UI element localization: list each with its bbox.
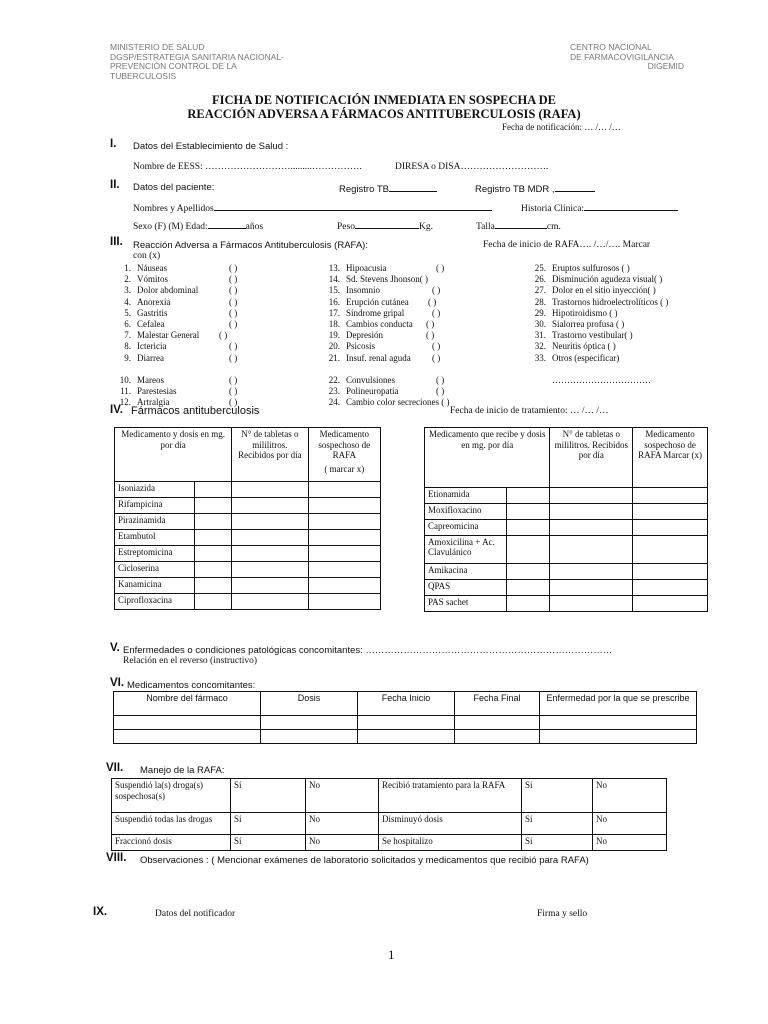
reaction-list-col1 xyxy=(109,263,237,408)
reaction-item[interactable]: 21. Insuf. renal aguda ( ) xyxy=(328,352,441,363)
management-option: Disminuyó dosis xyxy=(379,813,522,835)
quantity-cell[interactable] xyxy=(550,488,633,504)
dose-cell[interactable] xyxy=(506,536,550,564)
drug-name: Pirazinamida xyxy=(115,514,195,530)
suspect-cell[interactable] xyxy=(308,594,380,610)
suspect-cell[interactable] xyxy=(633,536,708,564)
drug-name: Isoniazida xyxy=(115,482,195,498)
quantity-cell[interactable] xyxy=(550,580,633,596)
reaction-item[interactable]: 9. Diarrea ( ) xyxy=(124,352,238,363)
reaction-item[interactable]: 25. Eruptos sulfurosos ( ) xyxy=(534,263,630,273)
suspect-cell[interactable] xyxy=(308,562,380,578)
table1-header-quantity: N° de tabletas o mililitros. Recibidos por día xyxy=(232,428,308,482)
quantity-cell[interactable] xyxy=(550,536,633,564)
concomitant-drugs-table xyxy=(113,691,697,744)
quantity-cell[interactable] xyxy=(232,514,308,530)
quantity-cell[interactable] xyxy=(232,546,308,562)
table-cell[interactable] xyxy=(261,716,358,730)
reaction-item[interactable]: 15. Insomnio ( ) xyxy=(328,285,441,296)
table-cell[interactable] xyxy=(540,716,697,730)
quantity-cell[interactable] xyxy=(550,596,633,612)
header-disease: Enfermedad por la que se prescribe xyxy=(540,692,697,716)
reaction-item[interactable]: 31. Trastorno vestibular( ) xyxy=(534,330,633,341)
reaction-list-col3 xyxy=(524,263,668,386)
suspect-cell[interactable] xyxy=(308,498,380,514)
reaction-item[interactable]: 6. Cefalea ( ) xyxy=(124,318,238,329)
section-iii-number: III. xyxy=(110,236,123,248)
cm-label: cm. xyxy=(546,222,561,232)
historia-line xyxy=(584,201,678,211)
header-left-line: DGSP/ESTRATEGIA SANITARIA NACIONAL- xyxy=(110,51,284,62)
management-option: Se hospitalizo xyxy=(379,835,522,851)
suspect-cell[interactable] xyxy=(308,514,380,530)
drug-name: Cicloserina xyxy=(115,562,195,578)
kg-label: Kg. xyxy=(418,222,433,232)
sexo-edad-field[interactable] xyxy=(133,219,263,232)
yes-option[interactable]: Sí xyxy=(522,835,593,851)
no-option[interactable]: No xyxy=(306,779,379,813)
quantity-cell[interactable] xyxy=(232,594,308,610)
header-left xyxy=(110,43,284,81)
historia-label: Historia Clínica: xyxy=(521,204,585,214)
page-number: 1 xyxy=(388,947,395,962)
drug-name: Ciprofloxacina xyxy=(115,594,195,610)
drug-name: Moxifloxacino xyxy=(425,504,507,520)
yes-option[interactable]: Sí xyxy=(522,813,593,835)
dose-cell[interactable] xyxy=(194,546,232,562)
nombres-line xyxy=(214,201,492,211)
header-dose: Dosis xyxy=(261,692,358,716)
suspect-cell[interactable] xyxy=(633,488,708,504)
reaction-list-col2 xyxy=(318,263,449,408)
dose-cell[interactable] xyxy=(506,564,550,580)
reaction-item[interactable]: 24. Cambio color secreciones ( ) xyxy=(328,397,450,408)
suspect-cell[interactable] xyxy=(633,504,708,520)
drug-name: Amoxicilina + Ac. Clavulánico xyxy=(425,536,507,564)
section-i-number: I. xyxy=(110,138,117,150)
section-v-title[interactable]: Enfermedades o condiciones patológicas concomitantes: …………………………………………………………………… xyxy=(123,645,613,656)
management-option: Suspendió todas las drogas xyxy=(112,813,231,835)
yes-option[interactable]: Sí xyxy=(522,779,593,813)
peso-label: Peso xyxy=(337,222,355,232)
dose-cell[interactable] xyxy=(194,514,232,530)
section-iv-title: Fármacos antituberculosis xyxy=(131,405,260,417)
quantity-cell[interactable] xyxy=(232,578,308,594)
reaction-item[interactable]: 2. Vómitos ( ) xyxy=(124,274,238,285)
notification-date[interactable]: Fecha de notificación: … /… /… xyxy=(502,122,621,132)
reaction-item[interactable]: 22. Convulsiones ( ) xyxy=(328,374,445,385)
dose-cell[interactable] xyxy=(506,580,550,596)
section-viii-title: Observaciones : ( Mencionar exámenes de laboratorio solicitados y medicamentos que recibió para RAFA) xyxy=(140,855,589,866)
suspect-cell[interactable] xyxy=(308,530,380,546)
table1-header-suspect: Medicamento sospechoso de RAFA ( marcar x) xyxy=(308,428,380,482)
quantity-cell[interactable] xyxy=(550,564,633,580)
suspect-cell[interactable] xyxy=(633,520,708,536)
section-vii-number: VII. xyxy=(106,762,124,774)
quantity-cell[interactable] xyxy=(232,482,308,498)
section-vi-title: Medicamentos concomitantes: xyxy=(127,680,256,691)
suspect-cell[interactable] xyxy=(308,546,380,562)
section-vi-number: VI. xyxy=(110,677,125,689)
signature-label: Firma y sello xyxy=(537,909,588,919)
management-option: Recibió tratamiento para la RAFA xyxy=(379,779,522,813)
table1-header-drug: Medicamento y dosis en mg. por día xyxy=(115,428,232,482)
drug-name: Amikacina xyxy=(425,564,507,580)
yes-option[interactable]: Sí xyxy=(231,813,306,835)
quantity-cell[interactable] xyxy=(550,504,633,520)
rafa-mark-instruction: con (x) xyxy=(133,251,161,261)
quantity-cell[interactable] xyxy=(232,562,308,578)
registro-mdr-field[interactable] xyxy=(475,182,595,195)
section-iv-number: IV. xyxy=(110,404,124,416)
section-ix-number: IX. xyxy=(93,906,108,918)
table-cell[interactable] xyxy=(358,730,455,744)
no-option[interactable]: No xyxy=(593,813,667,835)
registro-tb-line xyxy=(389,182,437,192)
dose-cell[interactable] xyxy=(194,530,232,546)
table-cell[interactable] xyxy=(455,730,540,744)
drug-table-1 xyxy=(114,427,381,610)
table-cell[interactable] xyxy=(358,716,455,730)
talla-line xyxy=(495,219,547,229)
eess-field[interactable]: Nombre de EESS: ……………………….........……………. xyxy=(133,162,362,172)
dose-cell[interactable] xyxy=(194,482,232,498)
header-left-line: TUBERCULOSIS xyxy=(110,70,177,81)
section-viii-number: VIII. xyxy=(106,852,127,864)
management-option: Fraccionó dosis xyxy=(112,835,231,851)
section-vii-title: Manejo de la RAFA: xyxy=(140,765,225,776)
suspect-cell[interactable] xyxy=(633,580,708,596)
other-specify-line[interactable]: …………………………… xyxy=(552,374,651,385)
quantity-cell[interactable] xyxy=(232,530,308,546)
reaction-item[interactable]: 17. Síndrome gripal ( ) xyxy=(328,307,441,318)
reaction-item[interactable]: 13. Hipoacusia ( ) xyxy=(328,263,445,273)
reaction-item[interactable]: 18. Cambios conducta ( ) xyxy=(328,318,435,329)
reaction-item[interactable]: 33. Otros (especificar) xyxy=(534,352,620,363)
section-v-subtitle: Relación en el reverso (instructivo) xyxy=(123,656,258,666)
reaction-item[interactable]: 3. Dolor abdominal ( ) xyxy=(124,285,238,296)
reaction-item[interactable]: 4. Anorexia ( ) xyxy=(124,296,238,307)
reaction-spacer xyxy=(109,364,237,375)
quantity-cell[interactable] xyxy=(232,498,308,514)
reaction-item[interactable]: 14. Sd. Stevens Jhonson( ) xyxy=(328,274,429,285)
no-option[interactable]: No xyxy=(306,835,379,851)
reaction-item[interactable]: 19. Depresión ( ) xyxy=(328,330,435,341)
drug-name: Estreptomicina xyxy=(115,546,195,562)
no-option[interactable]: No xyxy=(593,835,667,851)
reaction-spacer xyxy=(524,364,668,375)
reaction-item[interactable]: 29. Hipotiroidismo ( ) xyxy=(534,307,618,318)
header-end-date: Fecha Final xyxy=(455,692,540,716)
management-option: Suspendió la(s) droga(s) sospechosa(s) xyxy=(112,779,231,813)
drug-name: QPAS xyxy=(425,580,507,596)
table2-header-suspect: Medicamento sospechoso de RAFA Marcar (x) xyxy=(633,428,708,488)
header-right-line: DIGEMID xyxy=(647,61,684,71)
header-right-line: DE FARMACOVIGILANCIA xyxy=(570,51,674,62)
header-start-date: Fecha Inicio xyxy=(358,692,455,716)
peso-line xyxy=(355,219,419,229)
section-i-title: Datos del Establecimiento de Salud : xyxy=(133,141,289,152)
reaction-item[interactable]: 23. Polineuropatía ( ) xyxy=(328,386,445,397)
nombres-label: Nombres y Apellidos xyxy=(133,204,214,214)
suspect-cell[interactable] xyxy=(308,578,380,594)
dose-cell[interactable] xyxy=(194,594,232,610)
sexo-edad-label: Sexo (F) (M) Edad: xyxy=(133,222,208,232)
drug-name: Capreomicina xyxy=(425,520,507,536)
header-left-line: PREVENCIÓN CONTROL DE LA xyxy=(110,61,237,71)
dose-cell[interactable] xyxy=(506,488,550,504)
drug-name: Etambutol xyxy=(115,530,195,546)
reaction-item[interactable]: 5. Gastritis ( ) xyxy=(124,307,238,318)
registro-tb-label: Registro TB xyxy=(339,184,389,195)
talla-label: Talla xyxy=(476,222,495,232)
form-title-line1: FICHA DE NOTIFICACIÓN INMEDIATA EN SOSPECHA DE xyxy=(211,93,557,107)
dose-cell[interactable] xyxy=(194,498,232,514)
header-right xyxy=(570,43,684,72)
yes-option[interactable]: Sí xyxy=(231,835,306,851)
suspect-cell[interactable] xyxy=(633,564,708,580)
section-ii-title: Datos del paciente: xyxy=(133,182,215,193)
historia-field[interactable] xyxy=(521,201,678,214)
peso-field[interactable] xyxy=(337,219,433,232)
reaction-item[interactable]: 20. Psicosis ( ) xyxy=(328,341,441,352)
table-cell[interactable] xyxy=(114,716,261,730)
reaction-item[interactable]: 16. Erupción cutánea ( ) xyxy=(328,296,437,307)
reaction-item[interactable]: 10. Mareos ( ) xyxy=(119,374,238,385)
drug-name: PAS sachet xyxy=(425,596,507,612)
registro-mdr-label: Registro TB MDR , xyxy=(475,184,555,195)
reaction-item[interactable]: 32. Neuritis óptica ( ) xyxy=(534,341,616,352)
rafa-start-date[interactable]: Fecha de inicio de RAFA…. /…/…. Marcar xyxy=(483,240,651,250)
registro-mdr-line xyxy=(555,182,595,192)
dose-cell[interactable] xyxy=(506,520,550,536)
notifier-data-label: Datos del notificador xyxy=(155,909,236,919)
quantity-cell[interactable] xyxy=(550,520,633,536)
diresa-field[interactable]: DIRESA o DISA………………………. xyxy=(395,162,549,172)
rafa-management-table xyxy=(111,778,667,851)
reaction-item[interactable]: 26. Disminución agudeza visual( ) xyxy=(534,274,663,285)
suspect-cell[interactable] xyxy=(633,596,708,612)
edad-line xyxy=(208,219,246,229)
no-option[interactable]: No xyxy=(306,813,379,835)
dose-cell[interactable] xyxy=(194,562,232,578)
section-ii-number: II. xyxy=(110,179,120,191)
dose-cell[interactable] xyxy=(506,504,550,520)
no-option[interactable]: No xyxy=(593,779,667,813)
anos-label: años xyxy=(245,222,264,232)
drug-name: Rifampicina xyxy=(115,498,195,514)
table-cell[interactable] xyxy=(261,730,358,744)
yes-option[interactable]: Sí xyxy=(231,779,306,813)
reaction-item[interactable]: 1. Náuseas ( ) xyxy=(124,263,238,273)
table-cell[interactable] xyxy=(114,730,261,744)
drug-table-2 xyxy=(424,427,708,612)
reaction-item[interactable]: 27. Dolor en el sitio inyección( ) xyxy=(534,285,656,296)
dose-cell[interactable] xyxy=(194,578,232,594)
reaction-item[interactable]: 11. Parestesias ( ) xyxy=(120,386,238,397)
header-drug-name: Nombre del fármaco xyxy=(114,692,261,716)
dose-cell[interactable] xyxy=(506,596,550,612)
header-right-line: CENTRO NACIONAL xyxy=(570,42,652,52)
reaction-item[interactable]: 8. Ictericia ( ) xyxy=(124,341,238,352)
drug-name: Kanamicina xyxy=(115,578,195,594)
section-iii-title: Reacción Adversa a Fármacos Antituberculosis (RAFA): xyxy=(133,240,368,251)
header-left-line: MINISTERIO DE SALUD xyxy=(110,42,205,52)
table-cell[interactable] xyxy=(540,730,697,744)
reaction-item[interactable]: 7. Malestar General ( ) xyxy=(124,330,228,341)
section-v-number: V. xyxy=(110,642,120,654)
form-title-line2: REACCIÓN ADVERSA A FÁRMACOS ANTITUBERCULOSIS (RAFA) xyxy=(187,107,581,121)
registro-tb-field[interactable] xyxy=(339,182,437,195)
nombres-field[interactable] xyxy=(133,201,492,214)
treatment-start-date[interactable]: Fecha de inicio de tratamiento: … /… /… xyxy=(450,406,609,416)
table2-header-quantity: N° de tabletas o mililitros. Recibidos por día xyxy=(550,428,633,488)
table2-header-drug: Medicamento que recibe y dosis en mg. por día xyxy=(425,428,550,488)
reaction-item[interactable]: 30. Sialorrea profusa ( ) xyxy=(534,318,625,329)
drug-name: Etionamida xyxy=(425,488,507,504)
reaction-item[interactable]: 28. Trastornos hidroelectrolíticos ( ) xyxy=(534,296,669,307)
suspect-cell[interactable] xyxy=(308,482,380,498)
talla-field[interactable] xyxy=(476,219,561,232)
reaction-item[interactable]: 12. Artralgia ( ) xyxy=(119,397,238,408)
reaction-spacer xyxy=(318,364,449,375)
table-cell[interactable] xyxy=(455,716,540,730)
